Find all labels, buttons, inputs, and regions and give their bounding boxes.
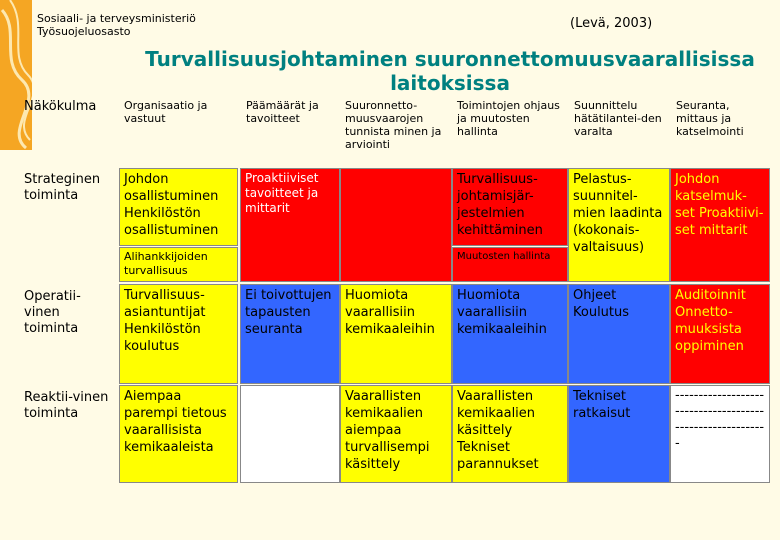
cell-strategic-subcontractors: Alihankkijoiden turvallisuus <box>119 247 238 282</box>
page-title: Turvallisuusjohtaminen suuronnettomuusvaarallisissa laitoksissa <box>145 47 755 95</box>
organization-name <box>37 12 196 38</box>
cell-strategic-monitoring: Johdon katselmuk-set Proaktiivi-set mittarit <box>670 168 770 282</box>
col-header-emergency: Suunnittelu hätätilantei-den varalta <box>574 99 662 138</box>
cell-operative-goals: Ei toivottujen tapausten seuranta <box>240 284 340 384</box>
organization-line-1: Sosiaali- ja terveysministeriö <box>37 12 196 25</box>
cell-strategic-organization: Johdon osallistuminen Henkilöstön osallistuminen <box>119 168 238 246</box>
col-header-control: Toimintojen ohjaus ja muutosten hallinta <box>457 99 560 138</box>
cell-reactive-goals <box>240 385 340 483</box>
cell-strategic-change: Muutosten hallinta <box>452 247 568 282</box>
cell-reactive-organization: Aiempaa parempi tietous vaarallisista kemikaaleista <box>119 385 238 483</box>
col-header-monitoring: Seuranta, mittaus ja katselmointi <box>676 99 744 138</box>
row-label-operative: Operatii-vinen toiminta <box>24 289 81 336</box>
cell-reactive-hazards: Vaarallisten kemikaalien aiempaa turvallisempi käsittely <box>340 385 452 483</box>
cell-operative-hazards: Huomiota vaarallisiin kemikaaleihin <box>340 284 452 384</box>
row-label-strategic: Strateginen toiminta <box>24 172 101 203</box>
col-header-perspective: Näkökulma <box>24 99 97 114</box>
cell-reactive-emergency: Tekniset ratkaisut <box>568 385 670 483</box>
citation: (Levä, 2003) <box>570 16 653 31</box>
cell-operative-emergency: Ohjeet Koulutus <box>568 284 670 384</box>
cell-strategic-control: Turvallisuus-johtamisjär-jestelmien kehittäminen <box>452 168 568 246</box>
col-header-organization: Organisaatio ja vastuut <box>124 99 208 125</box>
cell-strategic-hazards <box>340 168 452 282</box>
cell-reactive-monitoring: ---------------------------------------------------------- <box>670 385 770 483</box>
cell-operative-organization: Turvallisuus-asiantuntijat Henkilöstön koulutus <box>119 284 238 384</box>
cell-strategic-emergency: Pelastus-suunnitel-mien laadinta (kokonais-valtaisuus) <box>568 168 670 282</box>
cell-strategic-goals: Proaktiiviset tavoitteet ja mittarit <box>240 168 340 282</box>
col-header-goals: Päämäärät ja tavoitteet <box>246 99 319 125</box>
cell-reactive-control: Vaarallisten kemikaalien käsittely Tekniset parannukset <box>452 385 568 483</box>
cell-operative-control: Huomiota vaarallisiin kemikaaleihin <box>452 284 568 384</box>
cell-operative-monitoring: Auditoinnit Onnetto-muuksista oppiminen <box>670 284 770 384</box>
col-header-hazards: Suuronnetto-muusvaarojen tunnista minen ja arviointi <box>345 99 442 151</box>
organization-line-2: Työsuojeluosasto <box>37 25 131 38</box>
row-label-reactive: Reaktii-vinen toiminta <box>24 390 109 421</box>
